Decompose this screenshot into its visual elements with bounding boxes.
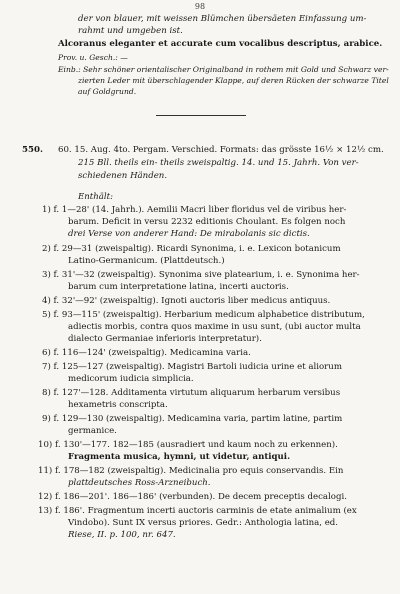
contents-item-line: dialecto Germaniae inferioris interpretatur). xyxy=(68,334,262,344)
contents-label: Enthält: xyxy=(78,192,114,202)
contents-item-line: Vindobo). Sunt IX versus priores. Gedr.: Anthologia latina, ed. xyxy=(68,518,339,528)
contents-item-line: plattdeutsches Ross-Arzneibuch. xyxy=(68,478,211,488)
contents-item-line: barum. Deficit in versu 2232 editionis Choulant. Es folgen noch xyxy=(68,217,346,227)
contents-item-line: 6) f. 116—124' (zweispaltig). Medicamina varia. xyxy=(42,348,251,358)
contents-item-line: 4) f. 32'—92' (zweispaltig). Ignoti auctoris liber medicus antiquus. xyxy=(42,296,331,306)
contents-item-line: 8) f. 127'—128. Additamenta virtutum aliquarum herbarum versibus xyxy=(42,388,341,398)
contents-item-line: adiectis morbis, contra quos maxime in usu sunt, (ubi auctor multa xyxy=(68,322,361,332)
contents-item-line: 5) f. 93—115' (zweispaltig). Herbarium medicum alphabetice distributum, xyxy=(42,310,365,320)
description-line: der von blauer, mit weissen Blümchen übersäeten Einfassung um- xyxy=(78,14,367,24)
provenance-line: Prov. u. Gesch.: — xyxy=(58,53,128,62)
description-line: rahmt und umgeben ist. xyxy=(78,26,183,36)
entry-number: 550. xyxy=(22,145,43,155)
contents-item-line: 13) f. 186'. Fragmentum incerti auctoris carminis de etate animalium (ex xyxy=(38,506,357,516)
contents-item-line: barum cum interpretatione latina, incerti auctoris. xyxy=(68,282,289,292)
title-line: Alcoranus eleganter et accurate cum vocalibus descriptus, arabice. xyxy=(58,39,383,49)
contents-item-line: medicorum iudicia simplicia. xyxy=(68,374,194,384)
contents-item-line: 7) f. 125—127 (zweispaltig). Magistri Bartoli iudicia urine et aliorum xyxy=(42,362,342,372)
contents-item-line: 11) f. 178—182 (zweispaltig). Medicinalia pro equis conservandis. Ein xyxy=(38,466,344,476)
section-divider xyxy=(156,115,246,116)
entry-header-line: schiedenen Händen. xyxy=(78,171,168,181)
contents-item-line: Latino-Germanicum. (Plattdeutsch.) xyxy=(68,256,225,266)
binding-line: zierten Leder mit überschlagender Klappe, auf deren Rücken der schwarze Titel xyxy=(78,76,389,85)
contents-item-line: 3) f. 31'—32 (zweispaltig). Synonima sive platearium, i. e. Synonima her- xyxy=(42,270,360,280)
binding-line: auf Goldgrund. xyxy=(78,87,137,96)
contents-item-line: 2) f. 29—31 (zweispaltig). Ricardi Synonima, i. e. Lexicon botanicum xyxy=(42,244,341,254)
contents-item-line: 1) f. 1—28' (14. Jahrh.). Aemilii Macri liber floridus vel de viribus her- xyxy=(42,205,347,215)
page-number: 98 xyxy=(194,2,206,11)
entry-header-line: 215 Bll. theils ein- theils zweispaltig. 14. und 15. Jahrh. Von ver- xyxy=(78,158,359,168)
contents-item-line: 9) f. 129—130 (zweispaltig). Medicamina varia, partim latine, partim xyxy=(42,414,343,424)
contents-item-line: germanice. xyxy=(68,426,117,436)
contents-item-line: Fragmenta musica, hymni, ut videtur, antiqui. xyxy=(68,452,291,462)
contents-item-line: hexametris conscripta. xyxy=(68,400,168,410)
contents-item-line: 10) f. 130'—177. 182—185 (ausradiert und kaum noch zu erkennen). xyxy=(38,440,338,450)
contents-item-line: Riese, II. p. 100, nr. 647. xyxy=(68,530,176,540)
entry-header-line: 60. 15. Aug. 4to. Pergam. Verschied. Formats: das grösste 16½ × 12½ cm. xyxy=(58,145,384,155)
binding-line: Einb.: Sehr schöner orientalischer Originalband in rothem mit Gold und Schwarz ver- xyxy=(58,65,389,74)
contents-item-line: 12) f. 186—201'. 186—186' (verbunden). De decem preceptis decalogi. xyxy=(38,492,347,502)
contents-item-line: drei Verse von anderer Hand: De mirabolanis sic dictis. xyxy=(68,229,310,239)
